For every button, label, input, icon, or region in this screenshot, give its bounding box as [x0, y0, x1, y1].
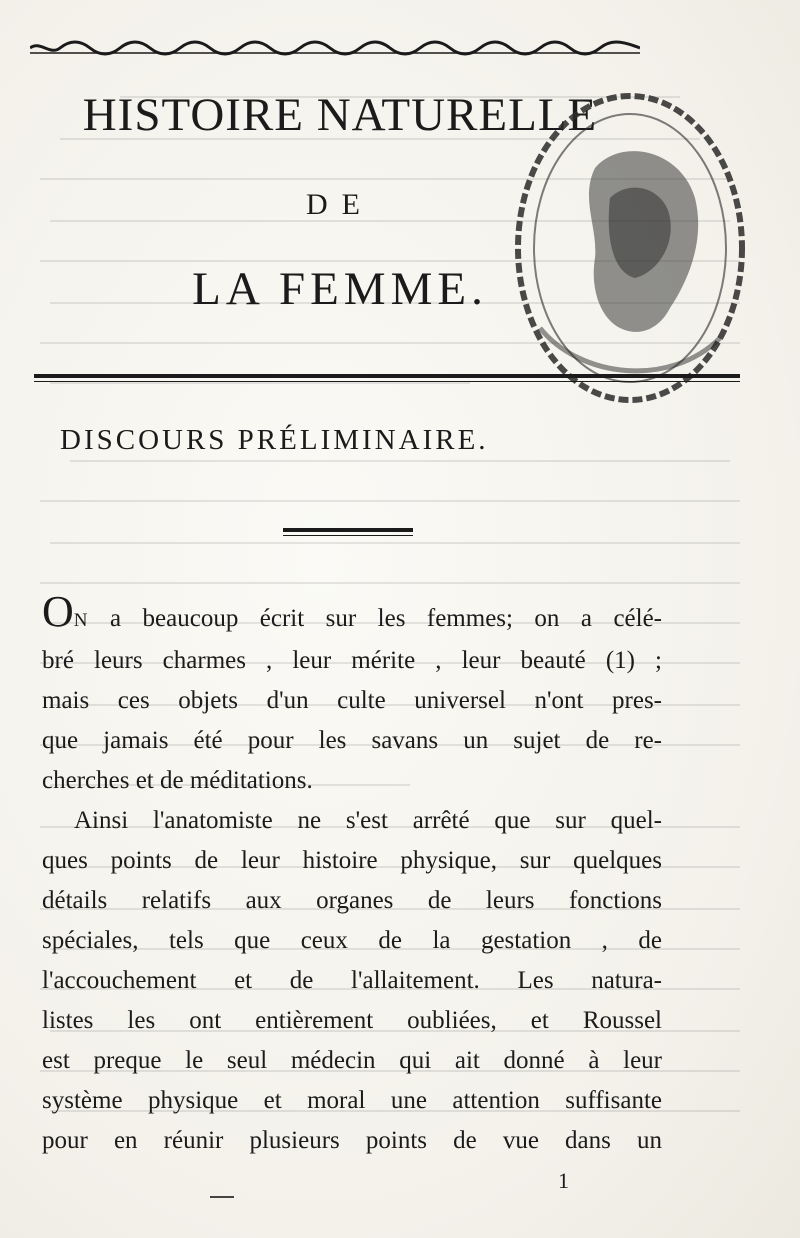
small-cap: N [73, 610, 89, 631]
title-line-histoire-naturelle: HISTOIRE NATURELLE [82, 89, 598, 141]
title-rule-thin [34, 381, 740, 382]
title-line-la-femme: LA FEMME. [192, 263, 488, 315]
text-line: bré leurs charmes , leur mérite , leur beauté (1) ; [42, 647, 662, 674]
text-line: cherches et de méditations. [42, 767, 313, 794]
text-segment: a beaucoup écrit sur les femmes; on a célé- [88, 605, 662, 632]
text-line: que jamais été pour les savans un sujet de re- [42, 727, 662, 754]
text-line: est preque le seul médecin qui ait donné à leur [42, 1047, 662, 1074]
section-rule-thin [283, 535, 413, 536]
text-line: listes les ont entièrement oubliées, et Roussel [42, 1007, 662, 1034]
paragraph-1 [42, 587, 662, 801]
page-number: 1 [558, 1168, 569, 1193]
title-rule-thick [34, 374, 740, 378]
text-line: Ainsi l'anatomiste ne s'est arrêté que sur quel- [74, 807, 662, 834]
section-heading: DISCOURS PRÉLIMINAIRE. [60, 424, 489, 456]
drop-cap: O [42, 587, 74, 636]
paragraph-2 [42, 801, 662, 1161]
text-line: système physique et moral une attention suffisante [42, 1087, 662, 1114]
body-text [42, 587, 662, 1161]
ornamental-border [30, 40, 640, 56]
section-rule-thick [283, 528, 413, 532]
bottom-mark [210, 1196, 234, 1198]
text-line [42, 587, 662, 641]
text-line: ques points de leur histoire physique, sur quelques [42, 847, 662, 874]
library-stamp [500, 78, 750, 418]
text-line: spéciales, tels que ceux de la gestation , de [42, 927, 662, 954]
text-line: détails relatifs aux organes de leurs fonctions [42, 887, 662, 914]
text-line: l'accouchement et de l'allaitement. Les natura- [42, 967, 662, 994]
text-line: mais ces objets d'un culte universel n'ont pres- [42, 687, 662, 714]
title-line-de: DE [306, 188, 374, 221]
text-line: pour en réunir plusieurs points de vue dans un [42, 1127, 662, 1154]
